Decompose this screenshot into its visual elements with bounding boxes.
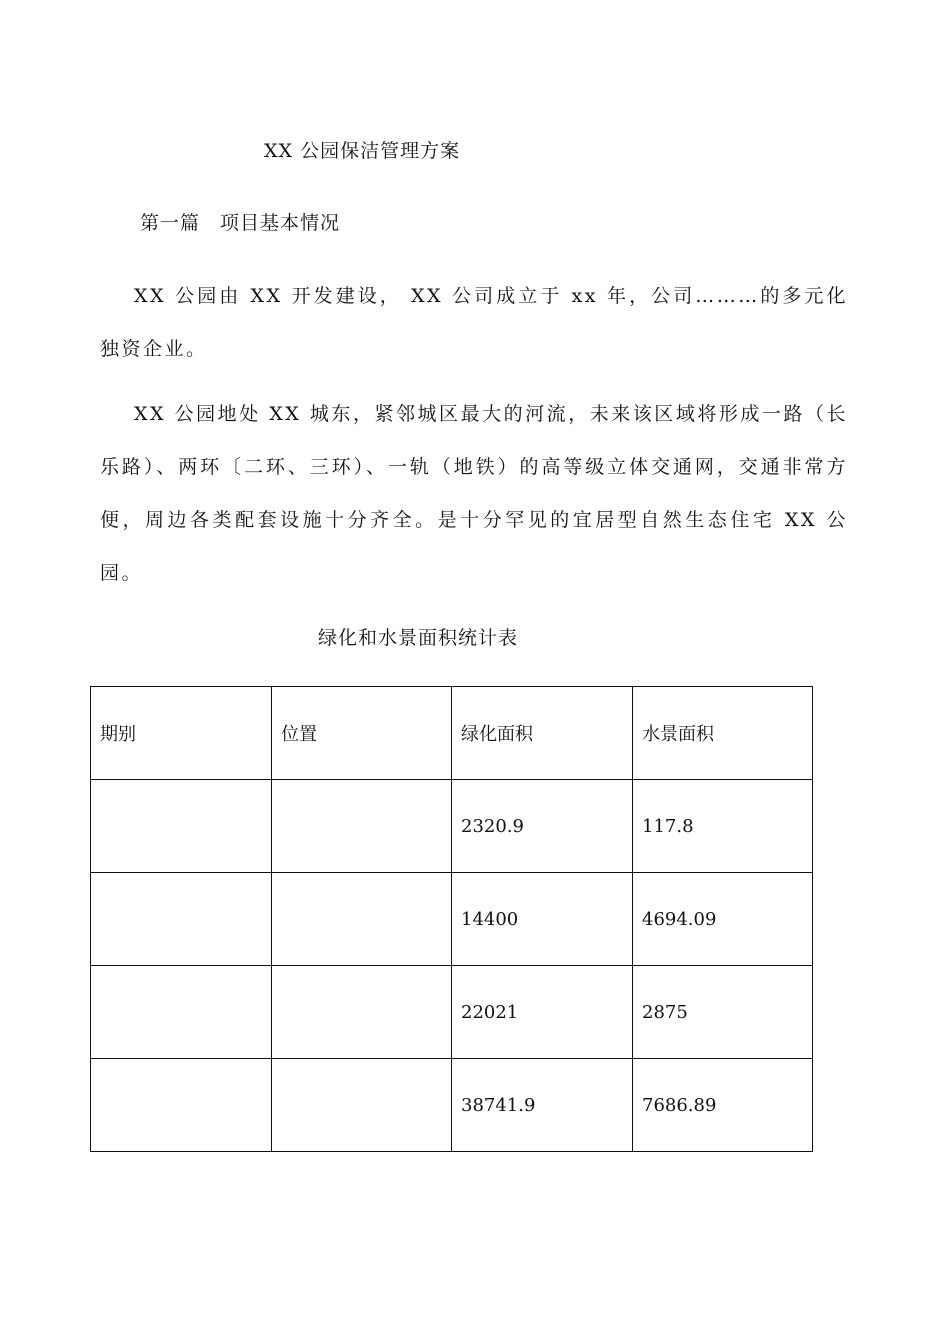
cell-location (272, 873, 452, 966)
paragraph-intro: XX 公园由 XX 开发建设， XX 公司成立于 xx 年，公司………的多元化独资企业。 (100, 285, 848, 360)
table-row (91, 1059, 813, 1152)
cell-water-area: 4694.09 (633, 873, 813, 966)
header-location: 位置 (272, 687, 452, 780)
table-row (91, 966, 813, 1059)
cell-water-area: 117.8 (633, 780, 813, 873)
table-row (91, 873, 813, 966)
cell-location (272, 1059, 452, 1152)
area-statistics-table (90, 686, 813, 1152)
cell-period (91, 1059, 272, 1152)
cell-period (91, 780, 272, 873)
paragraph-location: XX 公园地处 XX 城东，紧邻城区最大的河流，未来该区域将形成一路（长乐路）、两环〔二环、三环）、一轨（地铁）的高等级立体交通网，交通非常方便，周边各类配套设施十分齐全。是十分罕见的宜居型自然生态住宅 XX 公园。 (100, 403, 848, 584)
chapter-heading: 第一篇 项目基本情况 (140, 212, 341, 234)
table-header-row (91, 687, 813, 780)
header-green-area: 绿化面积 (452, 687, 633, 780)
cell-period (91, 966, 272, 1059)
header-period: 期别 (91, 687, 272, 780)
cell-period (91, 873, 272, 966)
cell-green-area: 38741.9 (452, 1059, 633, 1152)
cell-green-area: 22021 (452, 966, 633, 1059)
cell-location (272, 780, 452, 873)
cell-location (272, 966, 452, 1059)
table-title: 绿化和水景面积统计表 (318, 627, 519, 649)
cell-water-area: 7686.89 (633, 1059, 813, 1152)
table-row (91, 780, 813, 873)
cell-green-area: 2320.9 (452, 780, 633, 873)
header-water-area: 水景面积 (633, 687, 813, 780)
cell-green-area: 14400 (452, 873, 633, 966)
document-title: XX 公园保洁管理方案 (264, 140, 461, 162)
cell-water-area: 2875 (633, 966, 813, 1059)
